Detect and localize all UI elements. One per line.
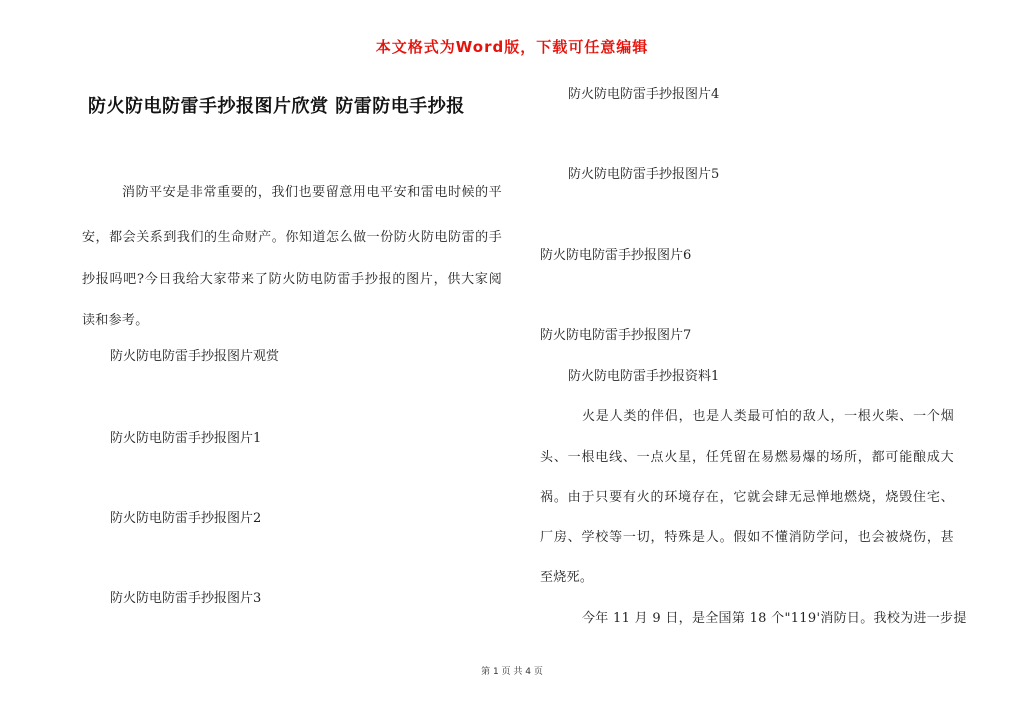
fire-paragraph-line: 火是人类的伴侣，也是人类最可怕的敌人，一根火柴、一个烟 xyxy=(582,409,954,424)
fire-paragraph-line: 祸。由于只要有火的环境存在，它就会肆无忌惮地燃烧，烧毁住宅、 xyxy=(540,490,954,505)
list-item-heading: 防火防电防雷手抄报资料1 xyxy=(568,369,720,384)
list-item: 防火防电防雷手抄报图片6 xyxy=(540,248,692,263)
intro-paragraph-line: 抄报吗吧?今日我给大家带来了防火防电防雷手抄报的图片，供大家阅 xyxy=(82,272,502,287)
intro-paragraph-line: 消防平安是非常重要的，我们也要留意用电平安和雷电时候的平 xyxy=(122,185,502,200)
page-number-footer: 第 1 页 共 4 页 xyxy=(481,667,543,677)
fire-paragraph-line: 至烧死。 xyxy=(540,570,594,585)
intro-paragraph-line: 读和参考。 xyxy=(82,313,149,328)
list-item-heading: 防火防电防雷手抄报图片观赏 xyxy=(110,349,280,364)
fire-paragraph-line: 头、一根电线、一点火星，任凭留在易燃易爆的场所，都可能酿成大 xyxy=(540,450,954,465)
list-item: 防火防电防雷手抄报图片4 xyxy=(568,87,720,102)
word-format-banner: 本文格式为Word版，下载可任意编辑 xyxy=(375,38,649,56)
list-item: 防火防电防雷手抄报图片3 xyxy=(110,591,262,606)
list-item: 防火防电防雷手抄报图片5 xyxy=(568,167,720,182)
fire-paragraph-line: 厂房、学校等一切，特殊是人。假如不懂消防学问，也会被烧伤，甚 xyxy=(540,530,954,545)
fire-day-paragraph-line: 今年 11 月 9 日，是全国第 18 个"119'消防日。我校为进一步提 xyxy=(582,611,967,626)
list-item: 防火防电防雷手抄报图片7 xyxy=(540,328,692,343)
list-item: 防火防电防雷手抄报图片2 xyxy=(110,511,262,526)
intro-paragraph-line: 安，都会关系到我们的生命财产。你知道怎么做一份防火防电防雷的手 xyxy=(82,230,502,245)
article-title: 防火防电防雷手抄报图片欣赏 防雷防电手抄报 xyxy=(88,96,465,117)
list-item: 防火防电防雷手抄报图片1 xyxy=(110,431,262,446)
